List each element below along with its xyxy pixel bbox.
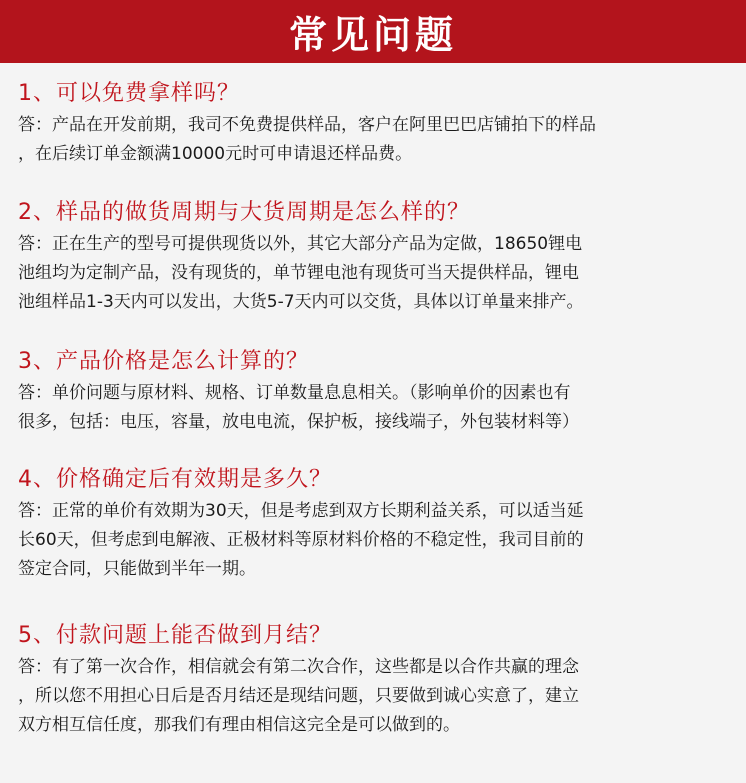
faq-item-3 [0, 347, 746, 457]
faq-item-1 [0, 79, 746, 189]
faq-answer-line: 答：产品在开发前期，我司不免费提供样品，客户在阿里巴巴店铺拍下的样品 [18, 115, 596, 135]
header-banner [0, 0, 746, 63]
faq-answer-line: 池组样品1-3天内可以发出，大货5-7天内可以交货，具体以订单量来排产。 [18, 292, 584, 312]
faq-item-4 [0, 465, 746, 605]
faq-answer [18, 111, 730, 169]
faq-answer [18, 230, 730, 317]
faq-question: 3、产品价格是怎么计算的？ [18, 349, 309, 374]
faq-item-2 [0, 198, 746, 338]
faq-item-5 [0, 621, 746, 761]
faq-list [0, 63, 746, 783]
faq-answer [18, 653, 730, 740]
faq-answer-line: 答：有了第一次合作，相信就会有第二次合作，这些都是以合作共赢的理念 [18, 657, 579, 677]
faq-question: 4、价格确定后有效期是多久？ [18, 467, 332, 492]
faq-question: 5、付款问题上能否做到月结？ [18, 623, 332, 648]
faq-question: 2、样品的做货周期与大货周期是怎么样的？ [18, 200, 470, 225]
faq-answer-line: 答：正常的单价有效期为30天，但是考虑到双方长期利益关系，可以适当延 [18, 501, 584, 521]
page-title: 常见问题 [288, 13, 457, 57]
faq-answer-line: 答：正在生产的型号可提供现货以外，其它大部分产品为定做，18650锂电 [18, 234, 583, 254]
faq-answer-line: ，在后续订单金额满10000元时可申请退还样品费。 [18, 144, 413, 164]
faq-answer-line: 答：单价问题与原材料、规格、订单数量息息相关。（影响单价的因素也有 [18, 383, 571, 403]
faq-answer [18, 379, 730, 437]
faq-question: 1、可以免费拿样吗？ [18, 81, 240, 106]
faq-answer-line: ，所以您不用担心日后是否月结还是现结问题，只要做到诚心实意了，建立 [18, 686, 579, 706]
faq-answer-line: 很多，包括：电压，容量，放电电流，保护板，接线端子，外包装材料等） [18, 412, 579, 432]
faq-answer-line: 长60天，但考虑到电解液、正极材料等原材料价格的不稳定性，我司目前的 [18, 530, 584, 550]
faq-answer-line: 双方相互信任度，那我们有理由相信这完全是可以做到的。 [18, 715, 460, 735]
faq-answer-line: 签定合同，只能做到半年一期。 [18, 559, 256, 579]
faq-answer-line: 池组均为定制产品，没有现货的，单节锂电池有现货可当天提供样品，锂电 [18, 263, 579, 283]
faq-answer [18, 497, 730, 584]
